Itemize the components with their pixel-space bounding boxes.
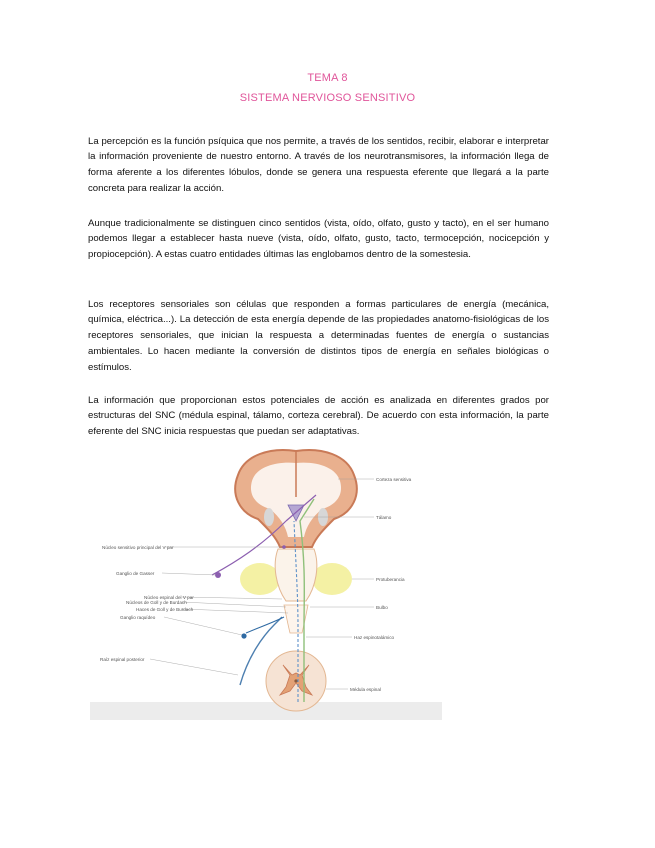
page-title: TEMA 8 — [307, 72, 348, 84]
central-canal — [294, 679, 297, 682]
label-raquideo: Ganglio raquídeo — [120, 615, 156, 620]
label-gasser: Ganglio de Gasser — [116, 571, 155, 576]
page-subtitle: SISTEMA NERVIOSO SENSITIVO — [239, 92, 416, 104]
ventricle-left — [264, 508, 274, 526]
label-goll-haces: Haces de Goll y de Burdach — [136, 607, 194, 612]
label-talamo: Tálamo — [376, 515, 392, 520]
sensory-pathway-diagram — [90, 437, 442, 720]
raquideo-ganglion — [241, 633, 246, 638]
sensory-pathway-figure — [90, 437, 442, 720]
label-goll-nucleos: Núcleos de Goll y de Burdach — [126, 600, 187, 605]
label-medula: Médula espinal — [350, 687, 381, 692]
paragraph-4: La información que proporcionan estos potenciales de acción es analizada en diferentes grados por estructuras del SNC (médula espinal, tálamo, corteza cerebral). De acuerdo con esta información, la parte eferente del SNC inicia respuestas que puedan ser adaptativas. — [88, 394, 549, 438]
label-corteza: Corteza sensitiva — [376, 477, 412, 482]
figure-base-shadow — [90, 702, 442, 720]
paragraph-1: La percepción es la función psíquica que nos permite, a través de los sentidos, recibir, elaborar e interpretar la información proveniente de nuestro entorno. A través de los neurotransmisores, la información llega de forma aferente a los diferentes lóbulos, donde se genera una respuesta eferente que llegará a la parte concreta para realizar la acción. — [88, 135, 549, 194]
pons-left — [240, 563, 280, 595]
label-raiz: Raíz espinal posterior — [100, 657, 145, 662]
pons-right — [312, 563, 352, 595]
paragraph-2: Aunque tradicionalmente se distinguen cinco sentidos (vista, oído, olfato, gusto y tacto), en el ser humano podemos llegar a establecer hasta nueve (vista, oído, olfato, gusto, tacto, termocepción, nocicepción y propiocepción). A estas cuatro entidades últimas las englobamos dentro de la somestesia. — [88, 217, 549, 261]
nucleo-v-point — [282, 545, 286, 549]
label-protuberancia: Protuberancia — [376, 577, 405, 582]
label-espinotalamico: Haz espinotalámico — [354, 635, 395, 640]
label-bulbo: Bulbo — [376, 605, 388, 610]
label-nucleo-v: Núcleo sensitivo principal del V par — [102, 545, 174, 550]
raquideo-path — [246, 617, 284, 633]
paragraph-3: Los receptores sensoriales son células que responden a formas particulares de energía (mecánica, química, eléctrica...). La detección de esta energía depende de las propiedades anatomo-fisiológicas de los receptores sensoriales, que inician la respuesta a determinadas fuentes de energía o sustancias ambientales. Lo hacen mediante la conversión de distintos tipos de energía en señales biológicas o estímulos. — [88, 298, 549, 373]
label-espinal-v: Núcleo espinal del V par — [144, 595, 194, 600]
